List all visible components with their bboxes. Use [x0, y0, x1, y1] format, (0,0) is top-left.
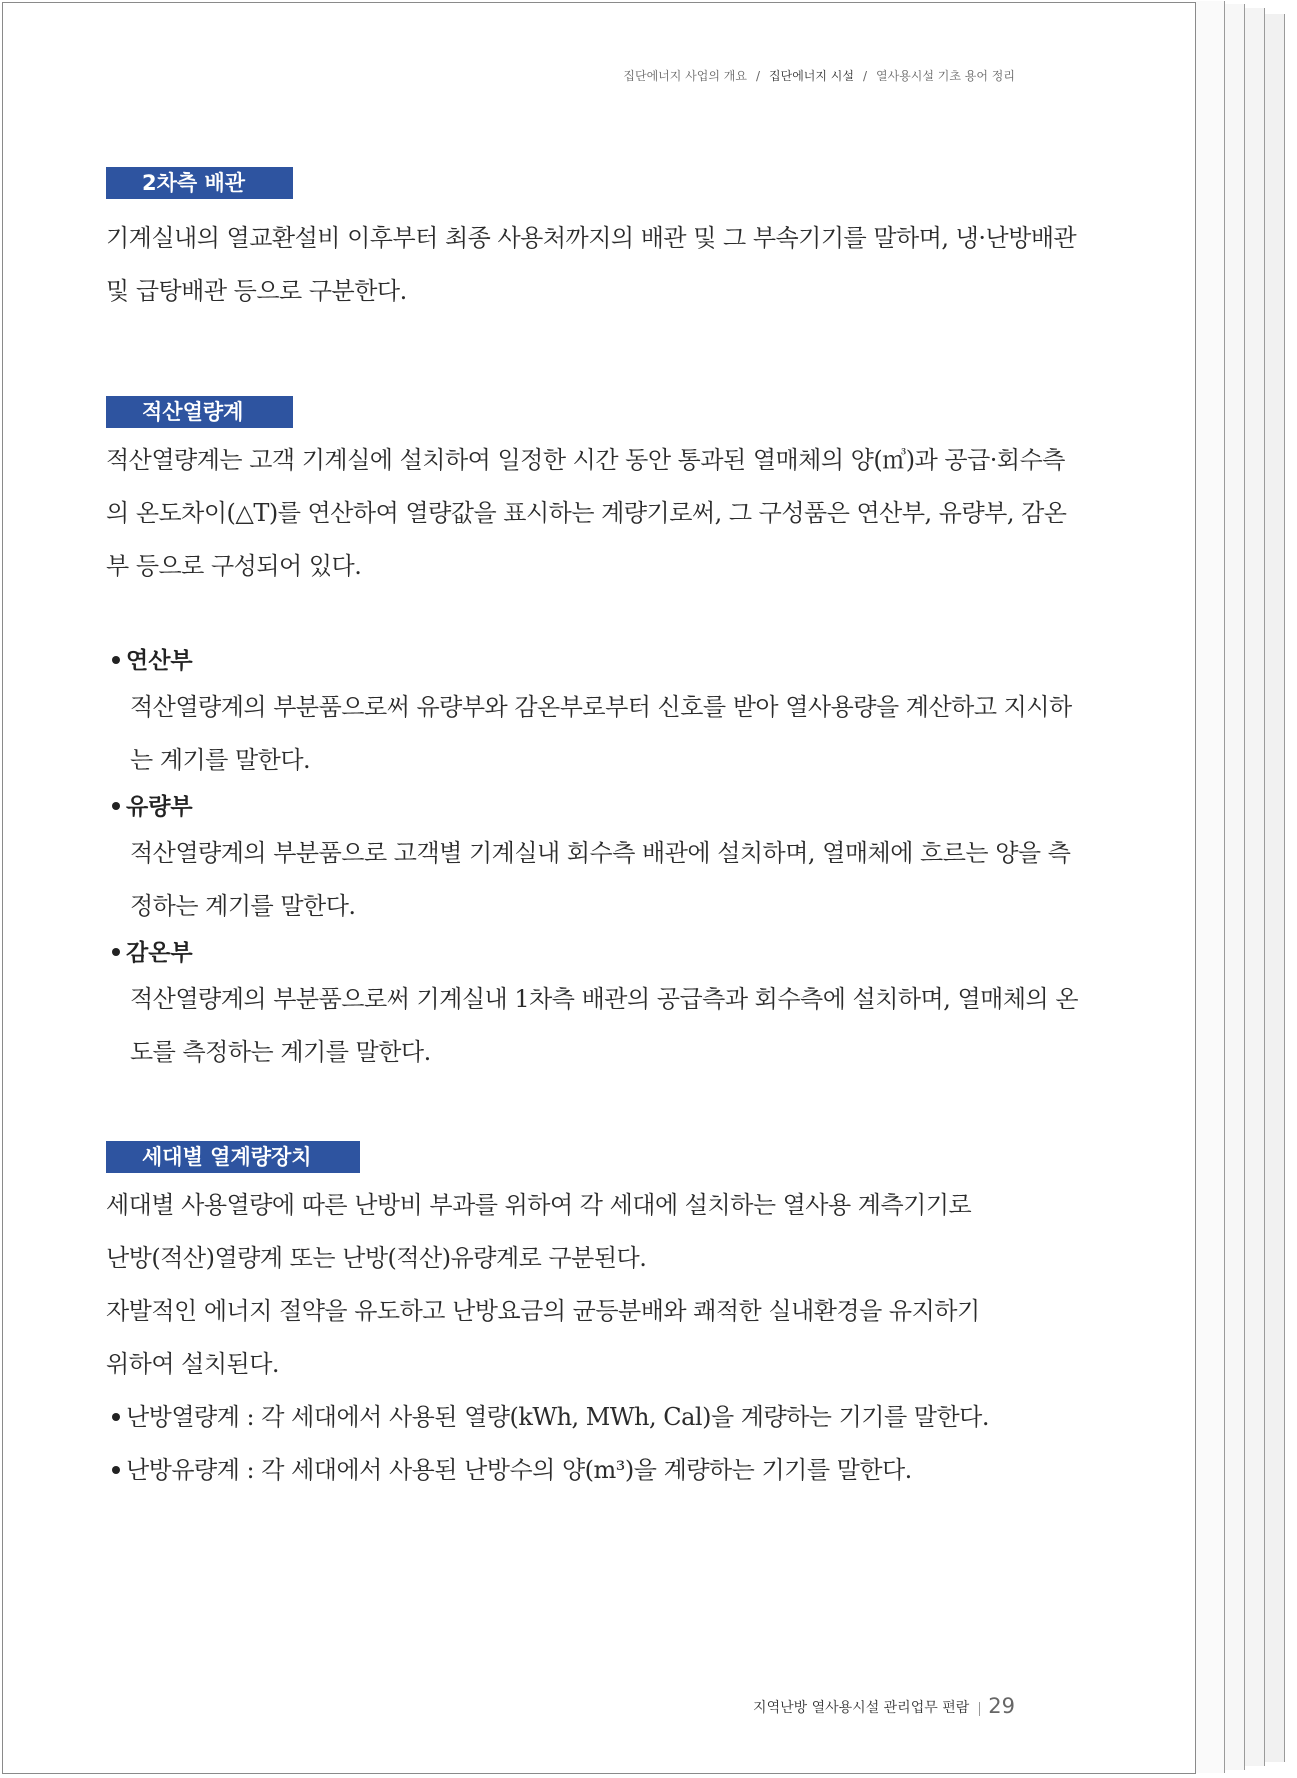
list-item-line: 적산열량계의 부분품으로써 기계실내 1차측 배관의 공급측과 회수측에 설치하며, 열매체의 온: [130, 985, 1079, 1013]
list-item-line: 도를 측정하는 계기를 말한다.: [130, 1038, 431, 1066]
paragraph-line: 부 등으로 구성되어 있다.: [106, 552, 362, 580]
paragraph-line: 세대별 사용열량에 따른 난방비 부과를 위하여 각 세대에 설치하는 열사용 계측기기로: [106, 1191, 972, 1219]
paragraph-line: 위하여 설치된다.: [106, 1350, 280, 1378]
list-item-text: 난방열량계 : 각 세대에서 사용된 열량(kWh, MWh, Cal)을 계량하는 기기를 말한다.: [126, 1403, 989, 1431]
bullet-icon: [112, 802, 120, 810]
footer-divider: [979, 1702, 980, 1716]
paragraph-line: 적산열량계는 고객 기계실에 설치하여 일정한 시간 동안 통과된 열매체의 양(㎥)과 공급·회수측: [106, 446, 1065, 474]
page-stack-edge: [1196, 1, 1225, 1773]
document-page: [2, 2, 1196, 1774]
list-item-line: 는 계기를 말한다.: [130, 746, 311, 774]
list-item-title-text: 연산부: [126, 648, 193, 674]
list-item-title: [106, 933, 1124, 973]
list-item-title-text: 감온부: [126, 940, 193, 966]
list-item: [106, 1391, 1124, 1444]
bullet-icon: [112, 1466, 120, 1474]
list-item-line: 적산열량계의 부분품으로 고객별 기계실내 회수측 배관에 설치하며, 열매체에 흐르는 양을 측: [130, 839, 1071, 867]
list-item: [106, 641, 1124, 787]
breadcrumb-separator: /: [755, 69, 761, 83]
list-item-title: [106, 787, 1124, 827]
list-item: [106, 933, 1124, 1079]
component-list: [106, 641, 1124, 1079]
breadcrumb-item-current: 집단에너지 시설: [769, 69, 854, 83]
section-heading-heat-meter: 적산열량계: [106, 396, 293, 428]
bullet-icon: [112, 656, 120, 664]
paragraph-line: 기계실내의 열교환설비 이후부터 최종 사용처까지의 배관 및 그 부속기기를 말하며, 냉·난방배관: [106, 224, 1077, 252]
paragraph-line: 자발적인 에너지 절약을 유도하고 난방요금의 균등분배와 쾌적한 실내환경을 유지하기: [106, 1297, 980, 1325]
section-heading-secondary-pipe: 2차측 배관: [106, 167, 293, 199]
bullet-icon: [112, 1413, 120, 1421]
breadcrumb-item: 집단에너지 사업의 개요: [623, 69, 747, 83]
bullet-icon: [112, 948, 120, 956]
page-footer: [753, 1694, 1015, 1718]
breadcrumb-item: 열사용시설 기초 용어 정리: [876, 69, 1015, 83]
paragraph-line: 난방(적산)열량계 또는 난방(적산)유량계로 구분된다.: [106, 1244, 647, 1272]
list-item: [106, 1444, 1124, 1497]
book-title: 지역난방 열사용시설 관리업무 편람: [753, 1700, 970, 1716]
section-heading-household-meter: 세대별 열계량장치: [106, 1141, 360, 1173]
page-content: [106, 167, 1124, 1497]
paragraph-line: 및 급탕배관 등으로 구분한다.: [106, 277, 407, 305]
page-number: 29: [988, 1694, 1015, 1718]
list-item-line: 정하는 계기를 말한다.: [130, 892, 356, 920]
list-item-title: [106, 641, 1124, 681]
list-item-title-text: 유량부: [126, 794, 193, 820]
breadcrumb-separator: /: [862, 69, 868, 83]
list-item-text: 난방유량계 : 각 세대에서 사용된 난방수의 양(m³)을 계량하는 기기를 말한다.: [126, 1456, 912, 1484]
breadcrumb: [623, 67, 1015, 84]
list-item-line: 적산열량계의 부분품으로써 유량부와 감온부로부터 신호를 받아 열사용량을 계산하고 지시하: [130, 693, 1072, 721]
list-item: [106, 787, 1124, 933]
paragraph-line: 의 온도차이(△T)를 연산하여 열량값을 표시하는 계량기로써, 그 구성품은 연산부, 유량부, 감온: [106, 499, 1067, 527]
